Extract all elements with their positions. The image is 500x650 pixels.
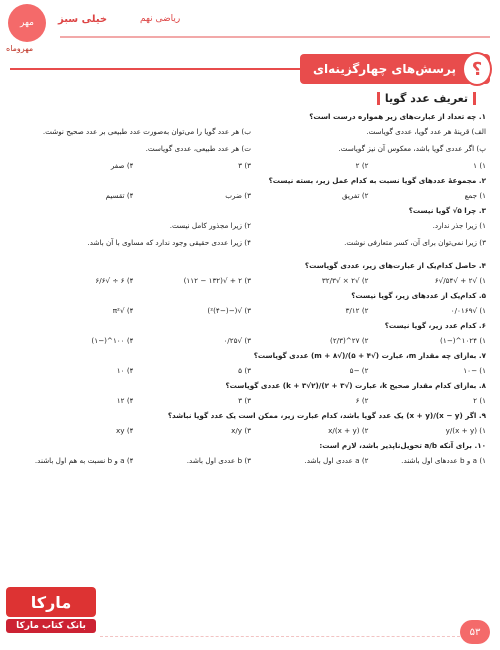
subject-label: ریاضی نهم — [140, 14, 181, 24]
question-3: ۳. چرا ۵√ گویا نیست؟ ۱) زیرا جذر ندارد. ۲) زیرا مجذور کامل نیست. ۳) زیرا نمی‌توان برای آن، کسر متعارفی نوشت. ۴) زیرا عددی حقیقی وجود ندارد که مساوی با آن باشد. — [87, 206, 486, 247]
banner-line — [10, 68, 300, 70]
watermark-logo — [6, 587, 96, 642]
question-10: ۱۰. برای آنکه a/b تحویل‌ناپذیر باشد، لازم است: ۱) a و b عددهای اول باشند. ۲) a عددی اول باشد. ۳) b عددی اول باشد. ۴) a و b نسبت به هم اول باشند. — [34, 441, 486, 465]
question-4: ۴. حاصل کدام‌یک از عبارت‌های زیر، عددی گویاست؟ ۱) √۲ + √۵۴/√۶ ۲) √۲ × √۳۲/۳ ۳) ۲ + √(۱۳۲ − ۱۱۲) ۴) ۶ ÷ √۶/۶ — [95, 261, 486, 285]
section-banner: پرسش‌های چهارگزینه‌ای — [300, 54, 490, 84]
page-number: ۵۳ — [460, 620, 490, 644]
question-5: ۵. کدام‌یک از عددهای زیر، گویا نیست؟ ۱) √۰/۰۱۶۹ ۲) ۳/۱۲ ۳) √(−(−۴)²) ۴) √π² — [112, 291, 486, 315]
series-brand: خیلی سبز — [58, 14, 108, 25]
question-7: ۷. به‌ازای چه مقدار m، عبارت (√۴ + ۵)/(√۸ + m) عددی گویاست؟ ۱) −۱۰ ۲) −۵ ۳) ۵ ۴) ۱۰ — [116, 351, 486, 375]
header-divider — [60, 36, 490, 38]
question-list — [16, 112, 486, 471]
watermark-logo-text: بانک کتاب مارکا — [6, 619, 96, 633]
question-8: ۸. به‌ازای کدام مقدار صحیح k، عبارت (√۳ + ۲)/(۲√۳ + k) عددی گویاست؟ ۱) ۲ ۲) ۶ ۳) ۳ ۴) ۱۲ — [116, 381, 486, 405]
footer-doodle — [100, 636, 460, 650]
question-1: ۱. چه تعداد از عبارت‌های زیر همواره درست است؟ الف) قرینهٔ هر عدد گویا، عددی گویاست. ب) هر عدد گویا را می‌توان به‌صورت عدد طبیعی بر عدد صحیح نوشت. پ) اگر عددی گویا باشد، معکوس آن نیز گویاست. ت) هر عدد طبیعی، عددی گویاست. ۱) ۱ ۲) ۲ ۳) ۳ ۴) صفر — [42, 112, 486, 170]
question-9: ۹. اگر (x − y)/(x + y) یک عدد گویا باشد، کدام عبارت زیر، ممکن است یک عدد گویا نباشد؟ ۱) (x + y)/y ۲) x/(x + y) ۳) x/y ۴) xy — [116, 411, 486, 435]
watermark-logo-mark: مارکا — [6, 587, 96, 617]
subsection-title: تعریف عدد گویا — [377, 92, 476, 105]
page-header — [0, 0, 500, 53]
question-icon: ؟ — [462, 52, 492, 86]
question-2: ۲. مجموعهٔ عددهای گویا نسبت به کدام عمل زیر، بسته نیست؟ ۱) جمع ۲) تفریق ۳) ضرب ۴) تقسیم — [105, 176, 486, 200]
publisher-logo: مهر — [8, 4, 46, 42]
question-6: ۶. کدام عدد زیر، گویا نیست؟ ۱) ۱۰۲۴^(−۱) ۲) ۲۷^(۲/۳) ۳) √۰/۲۵ ۴) ۱۰۰^(−۱) — [91, 321, 486, 345]
publisher-logo-word: مهروماه — [6, 44, 34, 53]
